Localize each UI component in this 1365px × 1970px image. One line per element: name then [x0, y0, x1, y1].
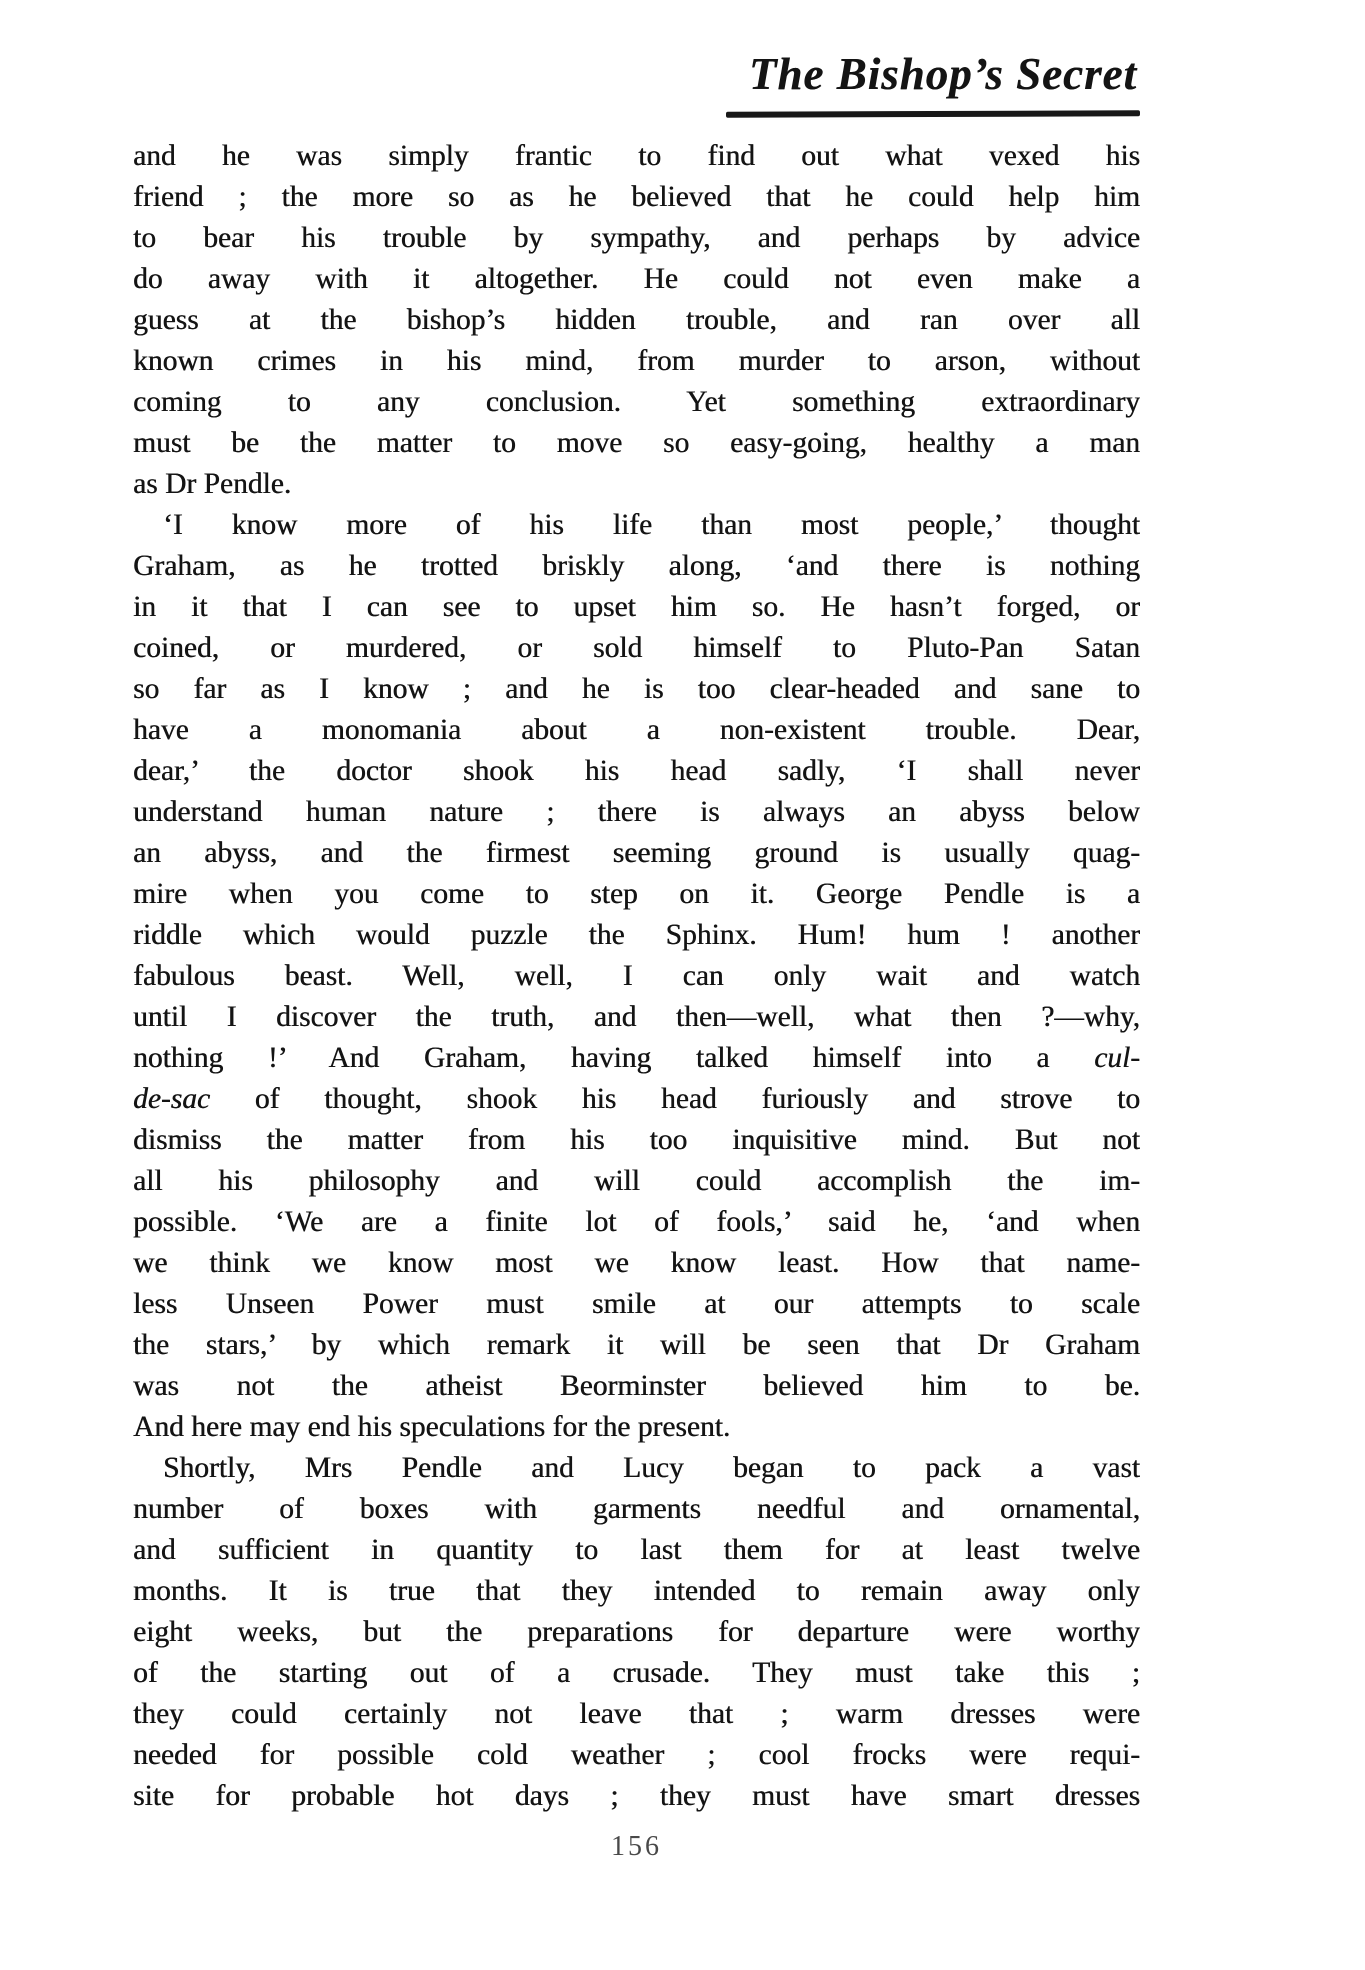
text-segment: fabulous beast. Well, well, I can only wait and watch — [133, 960, 1140, 992]
text-line — [133, 341, 1140, 382]
text-segment: site for probable hot days ; they must have smart dresses — [133, 1780, 1140, 1812]
text-line — [133, 915, 1140, 956]
text-segment: and he was simply frantic to find out what vexed his — [133, 140, 1140, 172]
text-line — [133, 300, 1140, 341]
text-line — [133, 874, 1140, 915]
text-line — [133, 669, 1140, 710]
text-line — [133, 1120, 1140, 1161]
text-line — [133, 956, 1140, 997]
text-line — [133, 1202, 1140, 1243]
text-line — [133, 1284, 1140, 1325]
text-segment: riddle which would puzzle the Sphinx. Hum! hum ! another — [133, 919, 1140, 951]
text-segment: of the starting out of a crusade. They must take this ; — [133, 1657, 1140, 1689]
text-segment: dismiss the matter from his too inquisitive mind. But not — [133, 1124, 1140, 1156]
text-line — [133, 833, 1140, 874]
text-segment: dear,’ the doctor shook his head sadly, ‘I shall never — [133, 755, 1140, 787]
text-line — [133, 505, 1140, 546]
text-segment: do away with it altogether. He could not even make a — [133, 263, 1140, 295]
text-line — [133, 1653, 1140, 1694]
text-line — [133, 1530, 1140, 1571]
text-segment: as Dr Pendle. — [133, 468, 292, 500]
text-segment: in it that I can see to upset him so. He hasn’t forged, or — [133, 591, 1140, 623]
text-segment: ‘I know more of his life than most people,’ thought — [163, 509, 1140, 541]
text-segment: to bear his trouble by sympathy, and perhaps by advice — [133, 222, 1140, 254]
italic-text: cul- — [1094, 1042, 1140, 1074]
text-line — [133, 464, 1140, 505]
text-segment: an abyss, and the firmest seeming ground is usually quag- — [133, 837, 1140, 869]
text-line — [133, 710, 1140, 751]
text-line — [133, 1407, 1140, 1448]
text-line — [133, 997, 1140, 1038]
text-line — [133, 1161, 1140, 1202]
text-line — [133, 1079, 1140, 1120]
text-segment: mire when you come to step on it. George Pendle is a — [133, 878, 1140, 910]
text-line — [133, 1038, 1140, 1079]
text-segment: all his philosophy and will could accomplish the im- — [133, 1165, 1140, 1197]
text-line — [133, 1776, 1140, 1817]
text-segment: of thought, shook his head furiously and strove to — [210, 1083, 1140, 1115]
text-segment: months. It is true that they intended to remain away only — [133, 1575, 1140, 1607]
text-segment: possible. ‘We are a finite lot of fools,’ said he, ‘and when — [133, 1206, 1140, 1238]
text-segment: understand human nature ; there is always an abyss below — [133, 796, 1140, 828]
text-line — [133, 1571, 1140, 1612]
text-line — [133, 587, 1140, 628]
text-segment: friend ; the more so as he believed that he could help him — [133, 181, 1140, 213]
text-line — [133, 177, 1140, 218]
text-segment: so far as I know ; and he is too clear-headed and sane to — [133, 673, 1140, 705]
text-line — [133, 1243, 1140, 1284]
header-rule — [726, 110, 1140, 117]
page-number: 156 — [611, 1831, 662, 1862]
text-segment: less Unseen Power must smile at our attempts to scale — [133, 1288, 1140, 1320]
text-segment: Shortly, Mrs Pendle and Lucy began to pack a vast — [163, 1452, 1140, 1484]
text-line — [133, 1612, 1140, 1653]
text-segment: until I discover the truth, and then—well, what then ?—why, — [133, 1001, 1140, 1033]
text-segment: we think we know most we know least. How that name- — [133, 1247, 1140, 1279]
body-text — [133, 136, 1140, 1817]
text-segment: have a monomania about a non-existent trouble. Dear, — [133, 714, 1140, 746]
text-line — [133, 1366, 1140, 1407]
text-segment: number of boxes with garments needful and ornamental, — [133, 1493, 1140, 1525]
page-footer — [133, 1831, 1140, 1863]
text-segment: the stars,’ by which remark it will be seen that Dr Graham — [133, 1329, 1140, 1361]
text-line — [133, 751, 1140, 792]
text-segment: And here may end his speculations for the present. — [133, 1411, 731, 1443]
text-line — [133, 792, 1140, 833]
text-segment: they could certainly not leave that ; warm dresses were — [133, 1698, 1140, 1730]
text-line — [133, 1694, 1140, 1735]
text-segment: must be the matter to move so easy-going, healthy a man — [133, 427, 1140, 459]
text-line — [133, 546, 1140, 587]
text-line — [133, 1735, 1140, 1776]
text-line — [133, 218, 1140, 259]
text-segment: and sufficient in quantity to last them for at least twelve — [133, 1534, 1140, 1566]
text-segment: needed for possible cold weather ; cool frocks were requi- — [133, 1739, 1140, 1771]
text-line — [133, 382, 1140, 423]
text-line — [133, 1489, 1140, 1530]
text-line — [133, 259, 1140, 300]
text-segment: coined, or murdered, or sold himself to Pluto-Pan Satan — [133, 632, 1140, 664]
text-line — [133, 1325, 1140, 1366]
text-segment: nothing !’ And Graham, having talked himself into a — [133, 1042, 1095, 1074]
text-line — [133, 423, 1140, 464]
text-segment: was not the atheist Beorminster believed him to be. — [133, 1370, 1140, 1402]
text-segment: known crimes in his mind, from murder to arson, without — [133, 345, 1140, 377]
text-segment: Graham, as he trotted briskly along, ‘and there is nothing — [133, 550, 1140, 582]
text-segment: guess at the bishop’s hidden trouble, and ran over all — [133, 304, 1140, 336]
running-header-title: The Bishop’s Secret — [748, 49, 1137, 99]
text-line — [133, 628, 1140, 669]
text-segment: eight weeks, but the preparations for departure were worthy — [133, 1616, 1140, 1648]
text-line — [133, 1448, 1140, 1489]
text-segment: coming to any conclusion. Yet something extraordinary — [133, 386, 1140, 418]
text-line — [133, 136, 1140, 177]
italic-text: de-sac — [133, 1083, 210, 1115]
